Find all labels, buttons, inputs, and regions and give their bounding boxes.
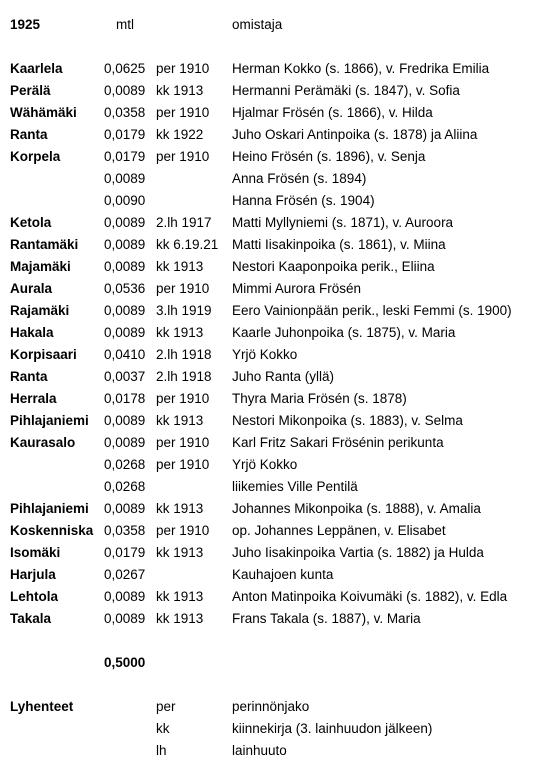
reference: 2.lh 1918 xyxy=(156,369,212,384)
total-row xyxy=(0,652,557,674)
abbreviations-title: Lyhenteet xyxy=(10,699,74,714)
place-name: Isomäki xyxy=(10,545,61,560)
owner-name: Juho Oskari Antinpoika (s. 1878) ja Aliina xyxy=(232,127,478,142)
table-row xyxy=(0,564,557,586)
mtl-value: 0,0089 xyxy=(104,215,146,230)
reference: kk 1913 xyxy=(156,501,204,516)
owner-name: Johannes Mikonpoika (s. 1888), v. Amalia xyxy=(232,501,481,516)
table-row xyxy=(0,410,557,432)
reference: kk 1913 xyxy=(156,259,204,274)
total-value: 0,5000 xyxy=(104,655,146,670)
mtl-value: 0,0089 xyxy=(104,171,146,186)
reference: per 1910 xyxy=(156,61,210,76)
reference: kk 1913 xyxy=(156,325,204,340)
reference: per 1910 xyxy=(156,281,210,296)
place-name: Perälä xyxy=(10,83,51,98)
owner-name: Mimmi Aurora Frösén xyxy=(232,281,362,296)
reference: kk 1913 xyxy=(156,611,204,626)
table-row xyxy=(0,146,557,168)
table-row xyxy=(0,234,557,256)
reference: per 1910 xyxy=(156,457,210,472)
place-name: Hakala xyxy=(10,325,54,340)
owner-name: Nestori Mikonpoika (s. 1883), v. Selma xyxy=(232,413,463,428)
place-name: Kaarlela xyxy=(10,61,63,76)
abbreviation-row xyxy=(0,740,557,762)
reference: kk 6.19.21 xyxy=(156,237,219,252)
place-name: Rajamäki xyxy=(10,303,70,318)
mtl-value: 0,0089 xyxy=(104,501,146,516)
mtl-value: 0,0267 xyxy=(104,567,146,582)
abbreviation-row xyxy=(0,718,557,740)
mtl-value: 0,0179 xyxy=(104,149,146,164)
abbreviation: lh xyxy=(156,743,167,758)
owner-name: Nestori Kaaponpoika perik., Eliina xyxy=(232,259,435,274)
mtl-value: 0,0179 xyxy=(104,127,146,142)
mtl-value: 0,0358 xyxy=(104,105,146,120)
place-name: Aurala xyxy=(10,281,53,296)
table-row xyxy=(0,124,557,146)
table-row xyxy=(0,80,557,102)
owner-name: op. Johannes Leppänen, v. Elisabet xyxy=(232,523,446,538)
place-name: Ketola xyxy=(10,215,52,230)
mtl-value: 0,0625 xyxy=(104,61,146,76)
table-row xyxy=(0,608,557,630)
mtl-value: 0,0089 xyxy=(104,83,146,98)
reference: kk 1913 xyxy=(156,589,204,604)
place-name: Koskenniska xyxy=(10,523,94,538)
owner-name: Matti Myllyniemi (s. 1871), v. Auroora xyxy=(232,215,454,230)
reference: kk 1913 xyxy=(156,413,204,428)
abbreviation: kk xyxy=(156,721,170,736)
reference: per 1910 xyxy=(156,523,210,538)
place-name: Takala xyxy=(10,611,52,626)
mtl-value: 0,0089 xyxy=(104,237,146,252)
owner-name: Frans Takala (s. 1887), v. Maria xyxy=(232,611,421,626)
place-name: Wähämäki xyxy=(10,105,77,120)
mtl-value: 0,0536 xyxy=(104,281,146,296)
place-name: Lehtola xyxy=(10,589,59,604)
mtl-value: 0,0089 xyxy=(104,325,146,340)
reference: 2.lh 1917 xyxy=(156,215,212,230)
owner-name: Anna Frösén (s. 1894) xyxy=(232,171,367,186)
mtl-value: 0,0089 xyxy=(104,303,146,318)
place-name: Korpela xyxy=(10,149,61,164)
table-row xyxy=(0,168,557,190)
table-row xyxy=(0,476,557,498)
mtl-value: 0,0410 xyxy=(104,347,146,362)
table-row xyxy=(0,212,557,234)
place-name: Kaurasalo xyxy=(10,435,76,450)
place-name: Herrala xyxy=(10,391,57,406)
reference: per 1910 xyxy=(156,391,210,406)
table-row xyxy=(0,256,557,278)
place-name: Korpisaari xyxy=(10,347,77,362)
mtl-value: 0,0179 xyxy=(104,545,146,560)
table-row xyxy=(0,278,557,300)
owner-name: Juho Ranta (yllä) xyxy=(232,369,335,384)
table-row xyxy=(0,300,557,322)
table-row xyxy=(0,366,557,388)
owner-name: Anton Matinpoika Koivumäki (s. 1882), v. Edla xyxy=(232,589,508,604)
table-row xyxy=(0,190,557,212)
table-row xyxy=(0,586,557,608)
place-name: Rantamäki xyxy=(10,237,79,252)
owner-name: Kaarle Juhonpoika (s. 1875), v. Maria xyxy=(232,325,456,340)
mtl-value: 0,0089 xyxy=(104,611,146,626)
reference: kk 1913 xyxy=(156,83,204,98)
owner-name: Matti Iisakinpoika (s. 1861), v. Miina xyxy=(232,237,446,252)
place-name: Ranta xyxy=(10,127,48,142)
mtl-value: 0,0089 xyxy=(104,413,146,428)
table-row xyxy=(0,498,557,520)
reference: kk 1913 xyxy=(156,545,204,560)
abbreviation-meaning: lainhuuto xyxy=(232,743,287,758)
owner-name: Hanna Frösén (s. 1904) xyxy=(232,193,375,208)
owner-name: liikemies Ville Pentilä xyxy=(232,479,358,494)
table-row xyxy=(0,322,557,344)
owner-name: Yrjö Kokko xyxy=(232,457,298,472)
table-row xyxy=(0,542,557,564)
abbreviation-meaning: perinnönjako xyxy=(232,699,310,714)
reference: per 1910 xyxy=(156,105,210,120)
mtl-value: 0,0268 xyxy=(104,479,146,494)
reference: 3.lh 1919 xyxy=(156,303,212,318)
owner-name: Herman Kokko (s. 1866), v. Fredrika Emilia xyxy=(232,61,490,76)
mtl-value: 0,0090 xyxy=(104,193,146,208)
reference: per 1910 xyxy=(156,435,210,450)
place-name: Pihlajaniemi xyxy=(10,501,89,516)
table-row xyxy=(0,454,557,476)
mtl-value: 0,0089 xyxy=(104,435,146,450)
owner-column-heading: omistaja xyxy=(232,17,283,32)
table-row xyxy=(0,102,557,124)
owner-name: Hjalmar Frösén (s. 1866), v. Hilda xyxy=(232,105,433,120)
year-heading: 1925 xyxy=(10,17,41,32)
reference: 2.lh 1918 xyxy=(156,347,212,362)
owner-name: Kauhajoen kunta xyxy=(232,567,334,582)
owner-name: Thyra Maria Frösén (s. 1878) xyxy=(232,391,407,406)
table-row xyxy=(0,58,557,80)
mtl-value: 0,0178 xyxy=(104,391,146,406)
place-name: Harjula xyxy=(10,567,56,582)
reference: per 1910 xyxy=(156,149,210,164)
place-name: Majamäki xyxy=(10,259,71,274)
owner-name: Heino Frösén (s. 1896), v. Senja xyxy=(232,149,426,164)
mtl-column-heading: mtl xyxy=(116,17,134,32)
place-name: Pihlajaniemi xyxy=(10,413,89,428)
owner-name: Karl Fritz Sakari Frösénin perikunta xyxy=(232,435,444,450)
abbreviation: per xyxy=(156,699,176,714)
abbreviation-meaning: kiinnekirja (3. lainhuudon jälkeen) xyxy=(232,721,433,736)
owner-name: Eero Vainionpään perik., leski Femmi (s. 1900) xyxy=(232,303,512,318)
table-row xyxy=(0,344,557,366)
owner-name: Hermanni Perämäki (s. 1847), v. Sofia xyxy=(232,83,460,98)
reference: kk 1922 xyxy=(156,127,204,142)
mtl-value: 0,0037 xyxy=(104,369,146,384)
table-row xyxy=(0,388,557,410)
owner-name: Juho Iisakinpoika Vartia (s. 1882) ja Hulda xyxy=(232,545,484,560)
mtl-value: 0,0089 xyxy=(104,259,146,274)
mtl-value: 0,0089 xyxy=(104,589,146,604)
place-name: Ranta xyxy=(10,369,48,384)
abbreviation-row xyxy=(0,696,557,718)
owner-name: Yrjö Kokko xyxy=(232,347,298,362)
table-row xyxy=(0,432,557,454)
table-row xyxy=(0,520,557,542)
header-row xyxy=(0,14,557,36)
mtl-value: 0,0358 xyxy=(104,523,146,538)
mtl-value: 0,0268 xyxy=(104,457,146,472)
